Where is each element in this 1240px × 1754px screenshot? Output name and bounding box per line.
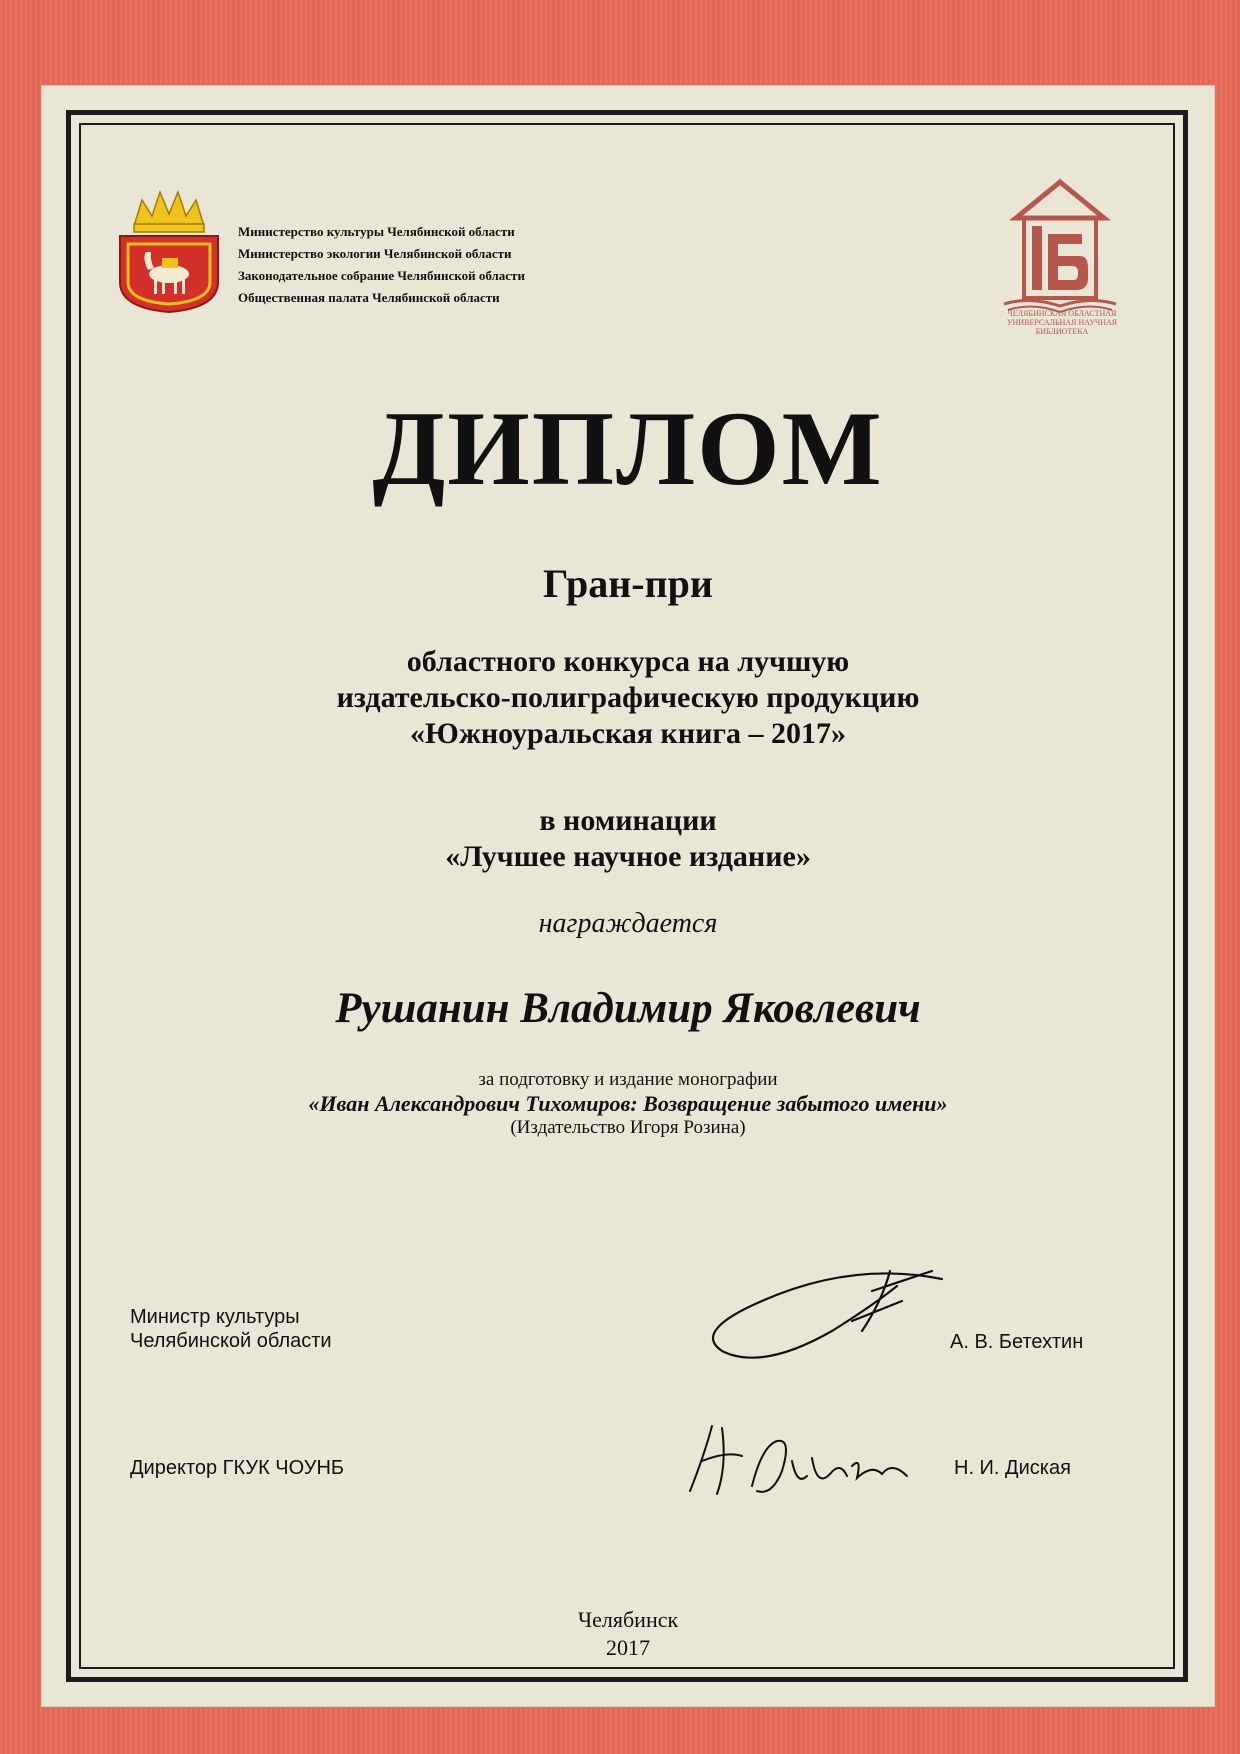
library-logo-icon	[1000, 178, 1120, 328]
signer2-name: Н. И. Диская	[954, 1457, 1071, 1479]
organization-line: Законодательное собрание Челябинской области	[238, 268, 525, 283]
city: Челябинск	[577, 1607, 679, 1632]
awarded-label: награждается	[538, 908, 718, 939]
contest-description	[42, 644, 1214, 752]
contest-line: областного конкурса на лучшую	[406, 645, 850, 678]
nomination-line: в номинации	[539, 804, 717, 837]
organization-line: Министерство экологии Челябинской области	[238, 246, 512, 261]
signer2-position: Директор ГКУК ЧОУНБ	[130, 1457, 345, 1479]
signer1-name: А. В. Бетехтин	[950, 1331, 1084, 1353]
nomination	[42, 803, 1214, 875]
contest-line: «Южноуральская книга – 2017»	[409, 717, 847, 750]
inner-frame	[79, 123, 1175, 1669]
signer1-position-line: Челябинской области	[130, 1330, 332, 1352]
grand-prix-heading: Гран-при	[543, 561, 713, 606]
diploma-title: ДИПЛОМ	[372, 390, 884, 507]
publisher: (Издательство Игоря Розина)	[510, 1117, 746, 1138]
signer1-position	[130, 1305, 332, 1353]
signer1-position-line: Министр культуры	[130, 1306, 300, 1328]
diploma-paper	[42, 86, 1214, 1706]
organizations-list	[238, 221, 525, 309]
chelyabinsk-coat-of-arms-icon	[114, 186, 224, 314]
signature-2	[682, 1416, 922, 1506]
organization-line: Общественная палата Челябинской области	[238, 290, 500, 305]
library-label: ЧЕЛЯБИНСКАЯ ОБЛАСТНАЯ УНИВЕРСАЛЬНАЯ НАУЧНАЯ БИБЛИОТЕКА	[1006, 309, 1118, 336]
book-title: «Иван Александрович Тихомиров: Возвращение забытого имени»	[308, 1091, 948, 1116]
nomination-line: «Лучшее научное издание»	[445, 840, 811, 873]
contest-line: издательско-полиграфическую продукцию	[336, 681, 920, 714]
organization-line: Министерство культуры Челябинской области	[238, 224, 515, 239]
issue-place	[42, 1606, 1214, 1662]
recipient-name: Рушанин Владимир Яковлевич	[335, 985, 921, 1032]
signature-1	[702, 1251, 972, 1371]
outer-frame	[66, 110, 1188, 1682]
award-reason	[42, 1068, 1214, 1140]
reason-line: за подготовку и издание монографии	[478, 1069, 778, 1090]
year: 2017	[606, 1635, 650, 1660]
